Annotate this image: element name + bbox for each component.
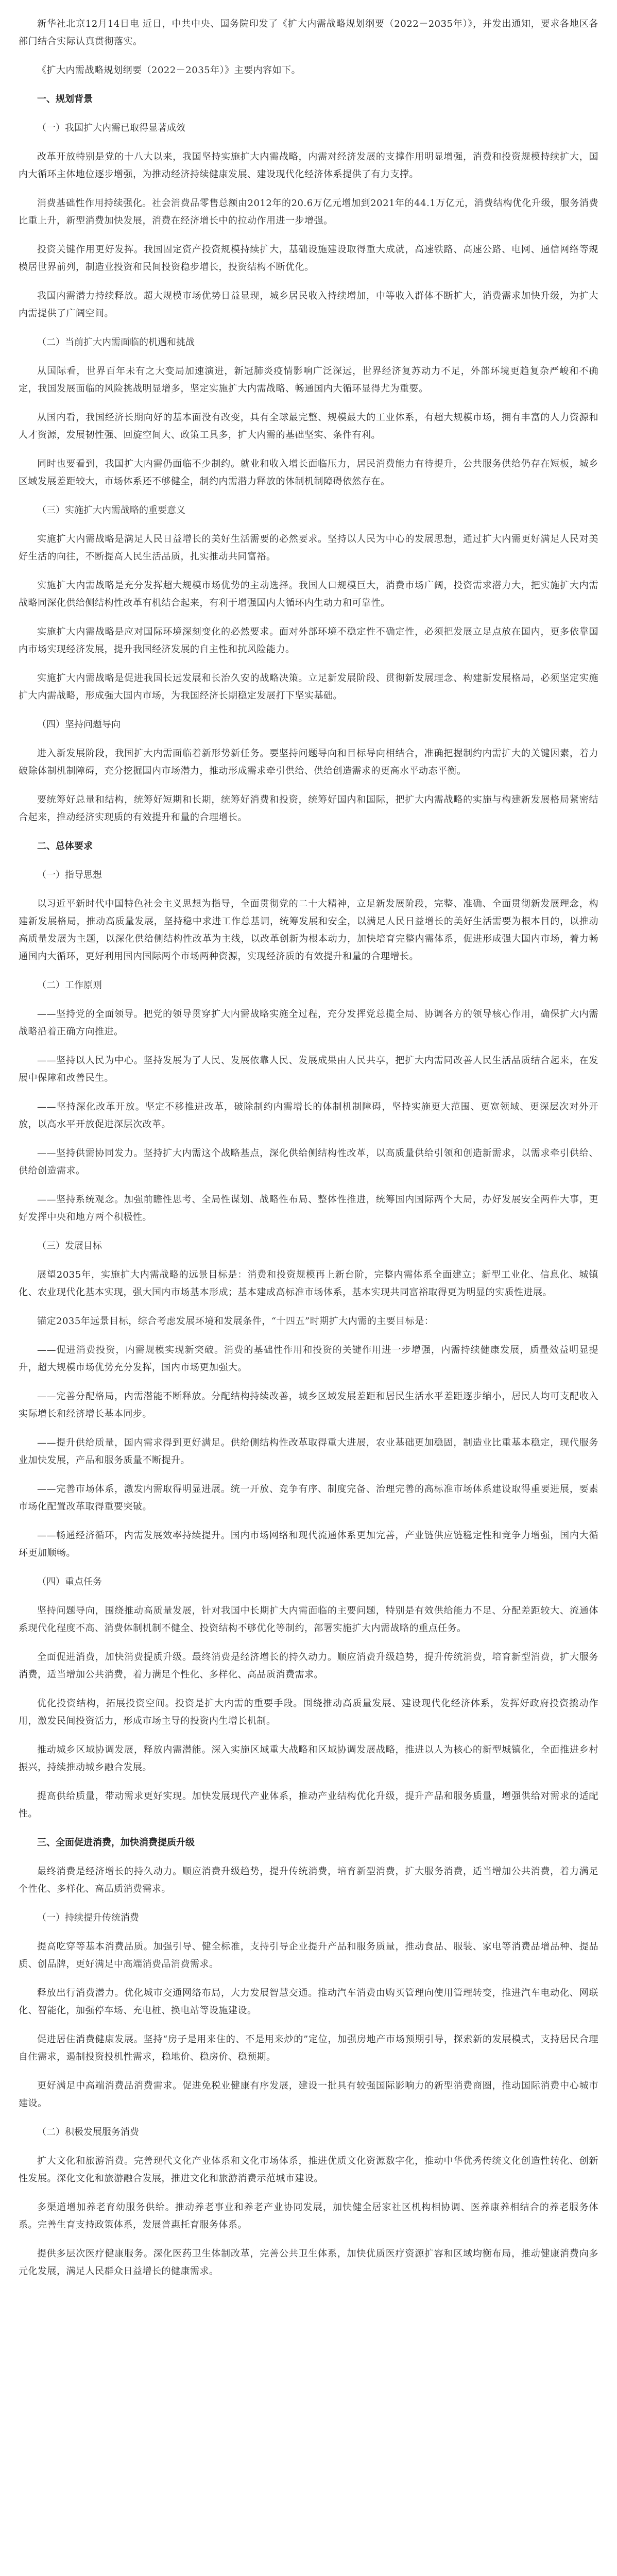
body-paragraph: 最终消费是经济增长的持久动力。顺应消费升级趋势，提升传统消费，培育新型消费，扩大服务消费，适当增加公共消费，着力满足个性化、多样化、高品质消费需求。 [19, 1866, 598, 1894]
body-paragraph: 全面促进消费，加快消费提质升级。最终消费是经济增长的持久动力。顺应消费升级趋势，提升传统消费，培育新型消费，扩大服务消费，适当增加公共消费，着力满足个性化、多样化、高品质消费需求。 [19, 1652, 598, 1680]
body-paragraph: 从国内看，我国经济长期向好的基本面没有改变，具有全球最完整、规模最大的工业体系，有超大规模市场，拥有丰富的人力资源和人才资源，发展韧性强、回旋空间大、政策工具多，扩大内需的基础坚实、条件有利。 [19, 412, 598, 440]
principle-paragraph: ——坚持深化改革开放。坚定不移推进改革，破除制约内需增长的体制机制障碍，坚持实施更大范围、更宽领域、更深层次对外开放，以高水平开放促进深层次改革。 [19, 1101, 598, 1130]
body-paragraph: 改革开放特别是党的十八大以来，我国坚持实施扩大内需战略，内需对经济发展的支撑作用明显增强，消费和投资规模持续扩大，国内大循环主体地位逐步增强，为推动经济持续健康发展、建设现代化经济体系提供了有力支撑。 [19, 151, 598, 180]
outline-title: 《扩大内需战略规划纲要（2022－2035年）》主要内容如下。 [37, 65, 301, 76]
section-heading-3: 三、全面促进消费，加快消费提质升级 [37, 1837, 195, 1848]
subsection-heading-2-1: （一）指导思想 [37, 870, 102, 880]
subsection-heading-1-1: （一）我国扩大内需已取得显著成效 [37, 123, 185, 133]
body-paragraph: 优化投资结构，拓展投资空间。投资是扩大内需的重要手段。围绕推动高质量发展、建设现代化经济体系，发挥好政府投资撬动作用，激发民间投资活力，形成市场主导的投资内生增长机制。 [19, 1698, 598, 1726]
body-paragraph: 更好满足中高端消费品消费需求。促进免税业健康有序发展，建设一批具有较强国际影响力的新型消费商圈，推动国际消费中心城市建设。 [19, 2080, 598, 2109]
body-paragraph: 进入新发展阶段，我国扩大内需面临着新形势新任务。要坚持问题导向和目标导向相结合，准确把握制约内需扩大的关键因素，着力破除体制机制障碍，充分挖掘国内市场潜力，推动形成需求牵引供给、供给创造需求的更高水平动态平衡。 [19, 748, 598, 776]
intro-paragraph: 新华社北京12月14日电 近日，中共中央、国务院印发了《扩大内需战略规划纲要（2022－2035年）》，并发出通知，要求各地区各部门结合实际认真贯彻落实。 [19, 19, 598, 47]
subsection-heading-2-4: （四）重点任务 [37, 1577, 102, 1587]
body-paragraph: 我国内需潜力持续释放。超大规模市场优势日益显现，城乡居民收入持续增加，中等收入群体不断扩大，消费需求加快升级，为扩大内需提供了广阔空间。 [19, 291, 598, 319]
body-paragraph: 要统筹好总量和结构，统筹好短期和长期，统筹好消费和投资，统筹好国内和国际，把扩大内需战略的实施与构建新发展格局紧密结合起来，推动经济实现质的有效提升和量的合理增长。 [19, 794, 598, 823]
section-heading-2: 二、总体要求 [37, 841, 93, 852]
body-paragraph: 实施扩大内需战略是充分发挥超大规模市场优势的主动选择。我国人口规模巨大，消费市场广阔，投资需求潜力大，把实施扩大内需战略同深化供给侧结构性改革有机结合起来，有利于增强国内大循环内生动力和可靠性。 [19, 580, 598, 608]
subsection-heading-2-2: （二）工作原则 [37, 980, 102, 991]
body-paragraph: 提供多层次医疗健康服务。深化医药卫生体制改革，完善公共卫生体系，加快优质医疗资源扩容和区域均衡布局，推动健康消费向多元化发展，满足人民群众日益增长的健康需求。 [19, 2248, 598, 2277]
body-paragraph: 实施扩大内需战略是满足人民日益增长的美好生活需要的必然要求。坚持以人民为中心的发展思想，通过扩大内需更好满足人民对美好生活的向往，不断提高人民生活品质，扎实推动共同富裕。 [19, 534, 598, 562]
principle-paragraph: ——坚持以人民为中心。坚持发展为了人民、发展依靠人民、发展成果由人民共享，把扩大内需同改善人民生活品质结合起来，在发展中保障和改善民生。 [19, 1055, 598, 1083]
body-paragraph: 实施扩大内需战略是应对国际环境深刻变化的必然要求。面对外部环境不稳定性不确定性，必须把发展立足点放在国内，更多依靠国内市场实现经济发展，提升我国经济发展的自主性和抗风险能力。 [19, 626, 598, 655]
principle-paragraph: ——坚持系统观念。加强前瞻性思考、全局性谋划、战略性布局、整体性推进，统筹国内国际两个大局，办好发展安全两件大事，更好发挥中央和地方两个积极性。 [19, 1194, 598, 1223]
body-paragraph: 释放出行消费潜力。优化城市交通网络布局，大力发展智慧交通。推动汽车消费由购买管理向使用管理转变，推进汽车电动化、网联化、智能化，加强停车场、充电桩、换电站等设施建设。 [19, 1988, 598, 2016]
body-paragraph: 投资关键作用更好发挥。我国固定资产投资规模持续扩大，基础设施建设取得重大成就，高速铁路、高速公路、电网、通信网络等规模居世界前列，制造业投资和民间投资稳步增长，投资结构不断优化。 [19, 244, 598, 273]
body-paragraph: 以习近平新时代中国特色社会主义思想为指导，全面贯彻党的二十大精神，立足新发展阶段，完整、准确、全面贯彻新发展理念，构建新发展格局，推动高质量发展，坚持稳中求进工作总基调，统筹发展和安全，以满足人民日益增长的美好生活需要为根本目的，以推动高质量发展为主题，以深化供给侧结构性改革为主线，以改革创新为根本动力，加快培育完整内需体系，促进形成强大国内市场，着力畅通国内大循环，更好利用国内国际两个市场两种资源，实现经济质的有效提升和量的合理增长。 [19, 899, 598, 962]
body-paragraph: 促进居住消费健康发展。坚持“房子是用来住的、不是用来炒的”定位，加强房地产市场预期引导，探索新的发展模式，支持居民合理自住需求，遏制投资投机性需求，稳地价、稳房价、稳预期。 [19, 2034, 598, 2062]
body-paragraph: 提高吃穿等基本消费品质。加强引导、健全标准，支持引导企业提升产品和服务质量，推动食品、服装、家电等消费品增品种、提品质、创品牌，更好满足中高端消费品消费需求。 [19, 1941, 598, 1970]
body-paragraph: 坚持问题导向，围绕推动高质量发展，针对我国中长期扩大内需面临的主要问题，特别是有效供给能力不足、分配差距较大、流通体系现代化程度不高、消费体制机制不健全、投资结构不够优化等制约，部署实施扩大内需战略的重点任务。 [19, 1605, 598, 1634]
body-paragraph: 扩大文化和旅游消费。完善现代文化产业体系和文化市场体系，推进优质文化资源数字化，推动中华优秀传统文化创造性转化、创新性发展。深化文化和旅游融合发展，推进文化和旅游消费示范城市建设。 [19, 2156, 598, 2184]
body-paragraph: 推动城乡区域协调发展，释放内需潜能。深入实施区域重大战略和区域协调发展战略，推进以人为核心的新型城镇化，全面推进乡村振兴，持续推动城乡融合发展。 [19, 1744, 598, 1773]
body-paragraph: 从国际看，世界百年未有之大变局加速演进，新冠肺炎疫情影响广泛深远，世界经济复苏动力不足，外部环境更趋复杂严峻和不确定，我国发展面临的风险挑战明显增多，坚定实施扩大内需战略、畅通国内大循环显得尤为重要。 [19, 366, 598, 394]
body-paragraph: 同时也要看到，我国扩大内需仍面临不少制约。就业和收入增长面临压力，居民消费能力有待提升，公共服务供给仍存在短板，城乡区域发展差距较大，市场体系还不够健全，制约内需潜力释放的体制机制障碍依然存在。 [19, 459, 598, 487]
goal-paragraph: ——完善市场体系，激发内需取得明显进展。统一开放、竞争有序、制度完备、治理完善的高标准市场体系建设取得重要进展，要素市场化配置改革取得重要突破。 [19, 1484, 598, 1512]
subsection-heading-1-3: （三）实施扩大内需战略的重要意义 [37, 505, 185, 516]
body-paragraph: 提高供给质量，带动需求更好实现。加快发展现代产业体系，推动产业结构优化升级，提升产品和服务质量，增强供给对需求的适配性。 [19, 1791, 598, 1819]
section-heading-1: 一、规划背景 [37, 94, 93, 105]
body-paragraph: 消费基础性作用持续强化。社会消费品零售总额由2012年的20.6万亿元增加到2021年的44.1万亿元，消费结构优化升级，服务消费比重上升，新型消费加快发展，消费在经济增长中的拉动作用进一步增强。 [19, 198, 598, 226]
goal-paragraph: ——完善分配格局，内需潜能不断释放。分配结构持续改善，城乡区域发展差距和居民生活水平差距逐步缩小，居民人均可支配收入实际增长和经济增长基本同步。 [19, 1391, 598, 1419]
body-paragraph: 多渠道增加养老育幼服务供给。推动养老事业和养老产业协同发展，加快健全居家社区机构相协调、医养康养相结合的养老服务体系。完善生育支持政策体系，发展普惠托育服务体系。 [19, 2202, 598, 2230]
subsection-heading-1-4: （四）坚持问题导向 [37, 719, 121, 730]
body-paragraph: 实施扩大内需战略是促进我国长远发展和长治久安的战略决策。立足新发展阶段、贯彻新发展理念、构建新发展格局，必须坚定实施扩大内需战略，形成强大国内市场，为我国经济长期稳定发展打下坚实基础。 [19, 673, 598, 701]
principle-paragraph: ——坚持供需协同发力。坚持扩大内需这个战略基点，深化供给侧结构性改革，以高质量供给引领和创造新需求，以需求牵引供给、供给创造需求。 [19, 1148, 598, 1176]
body-paragraph: 展望2035年，实施扩大内需战略的远景目标是：消费和投资规模再上新台阶，完整内需体系全面建立；新型工业化、信息化、城镇化、农业现代化基本实现，强大国内市场基本形成；基本建成高标准市场体系，基本实现共同富裕取得更为明显的实质性进展。 [19, 1269, 598, 1298]
subsection-heading-3-1: （一）持续提升传统消费 [37, 1912, 139, 1923]
subsection-heading-1-2: （二）当前扩大内需面临的机遇和挑战 [37, 337, 195, 348]
body-paragraph: 锚定2035年远景目标，综合考虑发展环境和发展条件，“十四五”时期扩大内需的主要目标是： [37, 1316, 434, 1327]
goal-paragraph: ——提升供给质量，国内需求得到更好满足。供给侧结构性改革取得重大进展，农业基础更加稳固，制造业比重基本稳定，现代服务业加快发展，产品和服务质量不断提升。 [19, 1437, 598, 1466]
subsection-heading-3-2: （二）积极发展服务消费 [37, 2127, 139, 2138]
goal-paragraph: ——畅通经济循环，内需发展效率持续提升。国内市场网络和现代流通体系更加完善，产业链供应链稳定性和竞争力增强，国内大循环更加顺畅。 [19, 1530, 598, 1558]
subsection-heading-2-3: （三）发展目标 [37, 1241, 102, 1251]
principle-paragraph: ——坚持党的全面领导。把党的领导贯穿扩大内需战略实施全过程，充分发挥党总揽全局、协调各方的领导核心作用，确保扩大内需战略沿着正确方向推进。 [19, 1009, 598, 1037]
goal-paragraph: ——促进消费投资，内需规模实现新突破。消费的基础性作用和投资的关键作用进一步增强，内需持续健康发展，质量效益明显提升，超大规模市场优势充分发挥，国内市场更加强大。 [19, 1345, 598, 1373]
